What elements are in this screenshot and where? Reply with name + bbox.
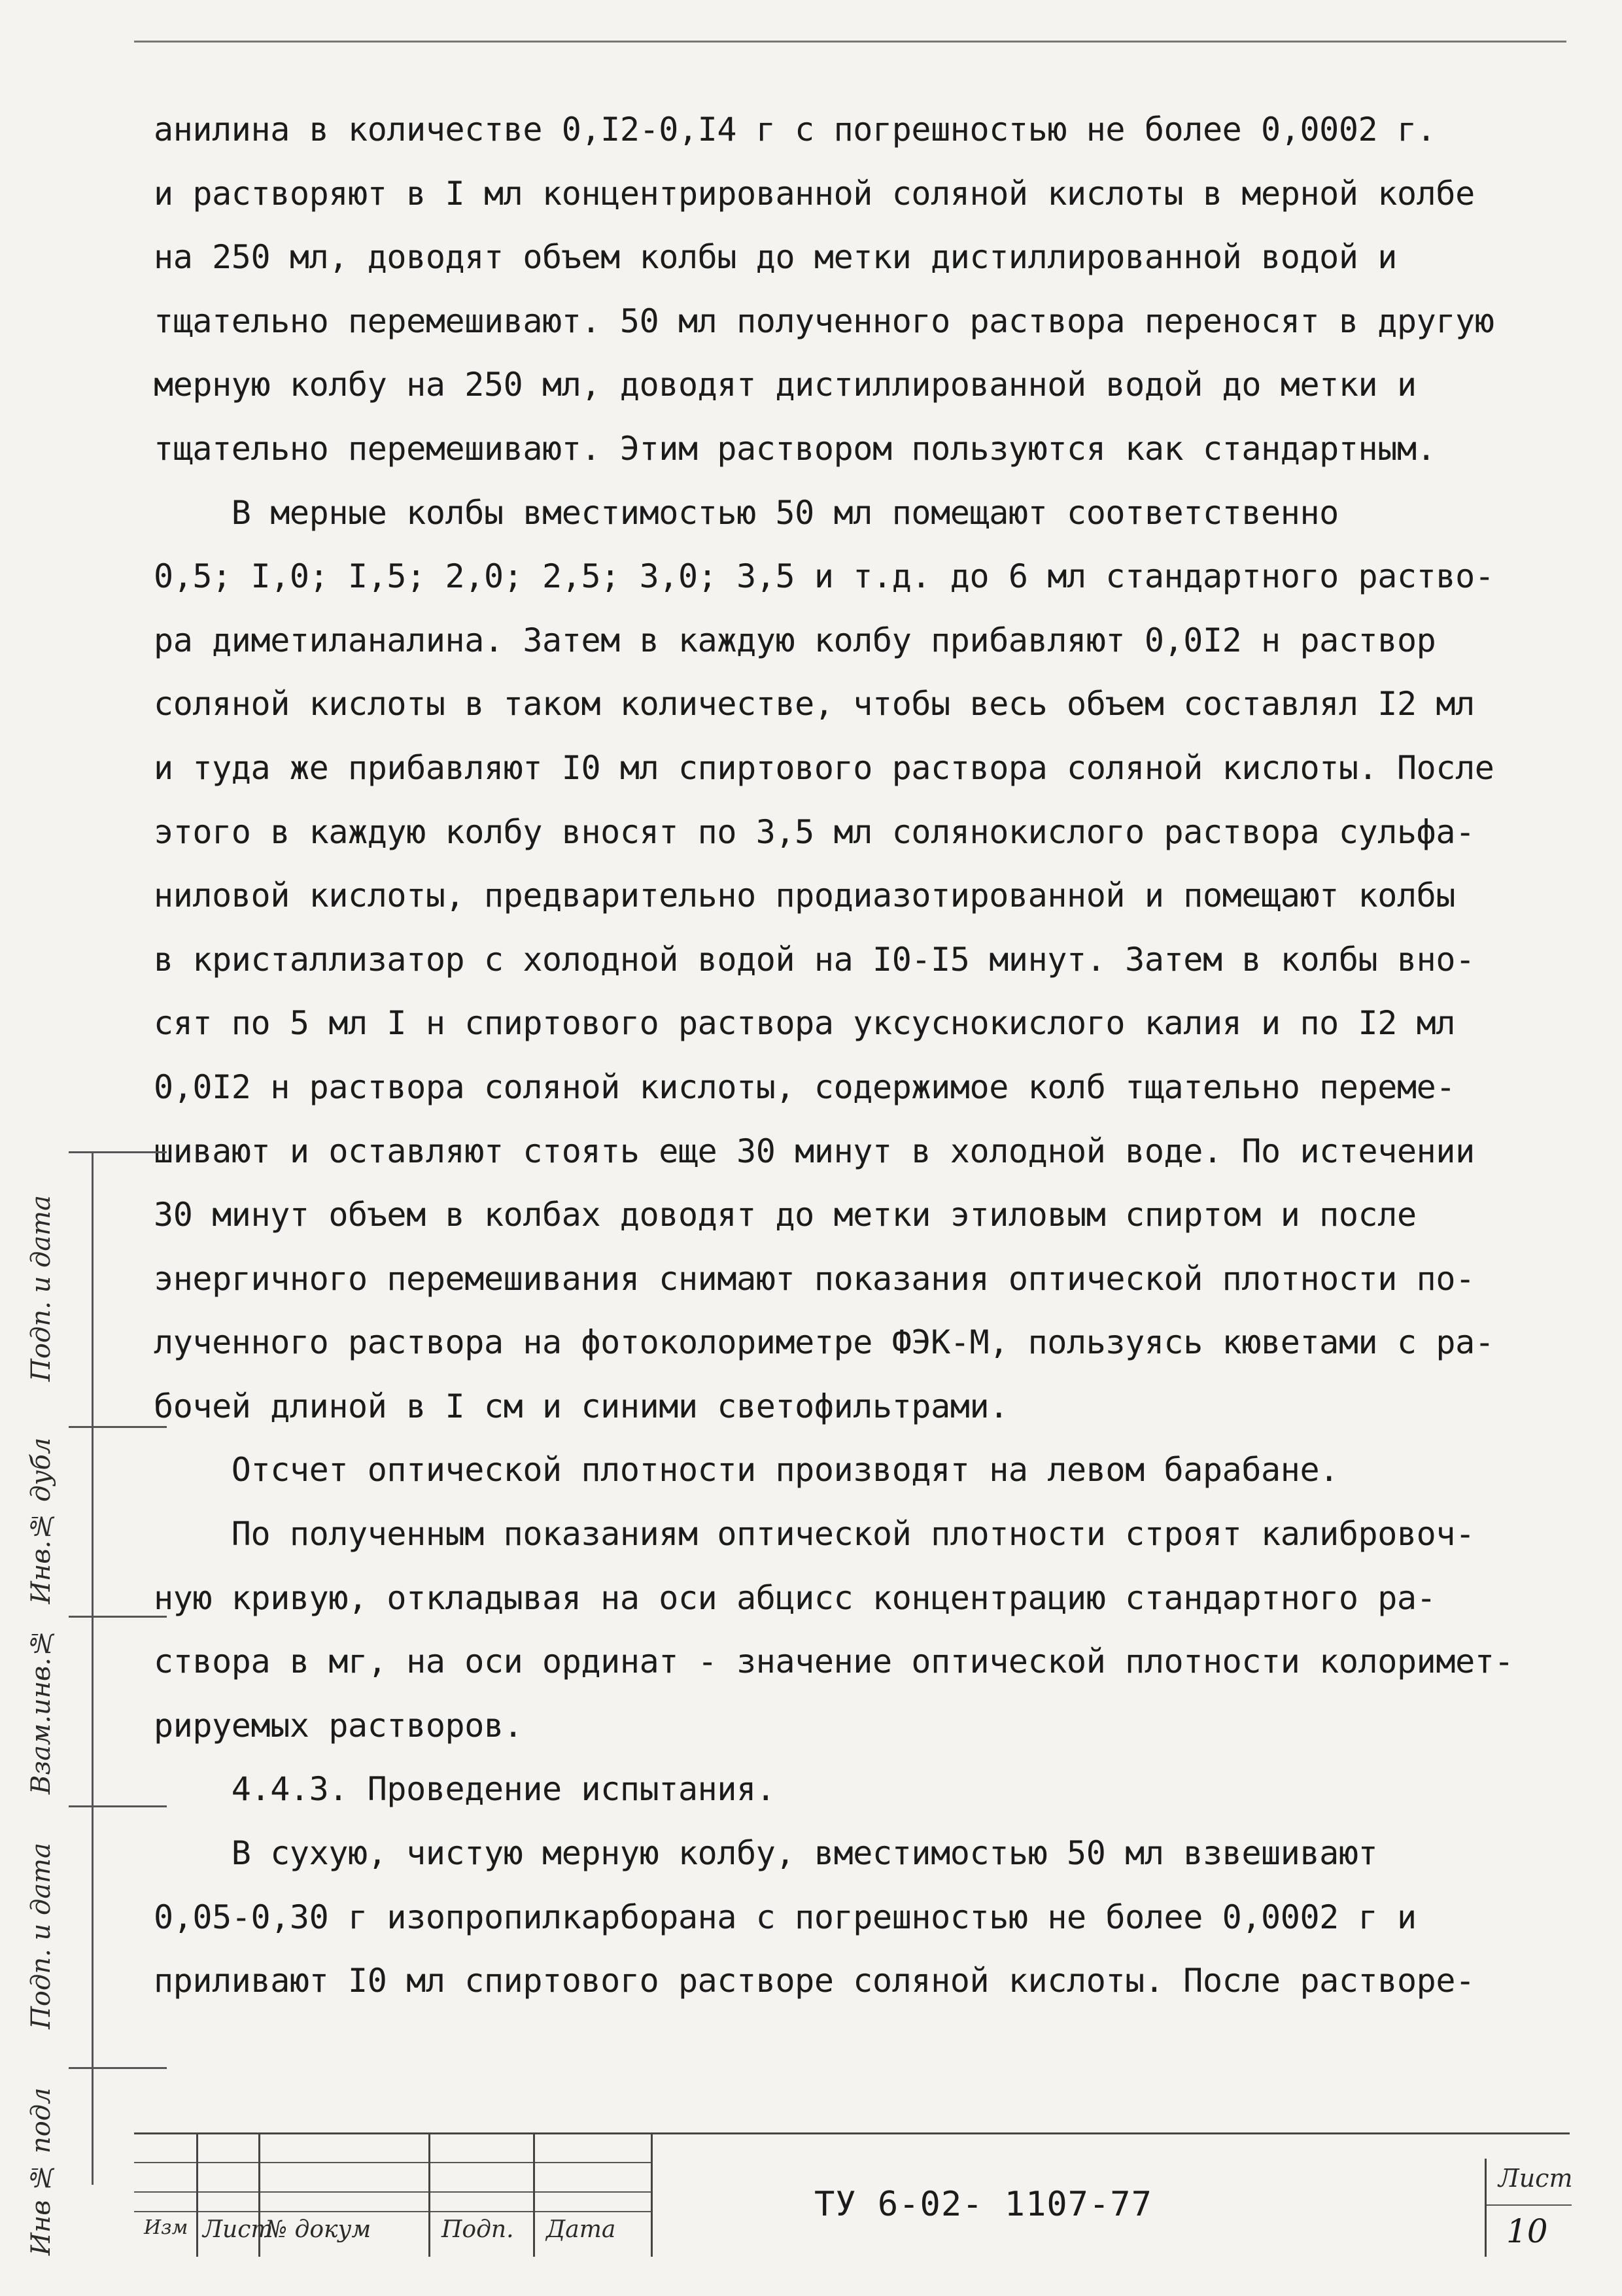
sheet-box-divider <box>1487 2204 1572 2206</box>
text-line: анилина в количестве 0,I2-0,I4 г с погрешностью не более 0,0002 г. <box>154 111 1436 148</box>
title-block-row-line <box>134 2191 651 2193</box>
title-block-label-sheet: Лист <box>203 2216 273 2243</box>
text-line: 0,5; I,0; I,5; 2,0; 2,5; 3,0; 3,5 и т.д. до 6 мл стандартного раство- <box>154 557 1494 596</box>
title-block-label-doc-number: № докум <box>265 2216 371 2243</box>
text-line: 0,05-0,30 г изопропилкарборана с погрешностью не более 0,0002 г и <box>154 1898 1417 1936</box>
text-line: 0,0I2 н раствора соляной кислоты, содержимое колб тщательно переме- <box>154 1068 1456 1106</box>
stamp-divider <box>92 1151 94 2185</box>
stamp-divider <box>69 1151 167 1153</box>
text-line: В мерные колбы вместимостью 50 мл помещают соответственно <box>154 493 1339 532</box>
text-line: соляной кислоты в таком количестве, чтобы весь объем составлял I2 мл <box>154 685 1475 723</box>
text-line: бочей длиной в I см и синими светофильтрами. <box>154 1387 1009 1425</box>
text-line: лученного раствора на фотоколориметре ФЭК-М, пользуясь кюветами с ра- <box>154 1323 1494 1362</box>
stamp-divider <box>69 1426 167 1428</box>
text-line: энергичного перемешивания снимают показания оптической плотности по- <box>154 1259 1475 1298</box>
stamp-label-signature-date: Подп. и дата <box>26 1843 56 2030</box>
title-block-row-line <box>134 2162 651 2163</box>
title-block-column-line <box>533 2132 535 2257</box>
section-heading: 4.4.3. Проведение испытания. <box>154 1770 776 1809</box>
sheet-number: 10 <box>1506 2212 1548 2250</box>
body-text <box>154 98 1566 2013</box>
text-line: створа в мг, на оси ординат - значение оптической плотности колоримет- <box>154 1643 1514 1681</box>
title-block-column-line <box>428 2132 430 2257</box>
title-block-row-line <box>134 2211 651 2212</box>
stamp-divider <box>69 1805 167 1807</box>
title-block-column-line <box>196 2132 198 2257</box>
text-line: шивают и оставляют стоять еще 30 минут в холодной воде. По истечении <box>154 1132 1475 1170</box>
sheet-label: Лист <box>1498 2164 1573 2193</box>
text-line: тщательно перемешивают. Этим раствором пользуются как стандартным. <box>154 429 1436 468</box>
binding-margin-stamp <box>26 1151 137 2296</box>
text-line: сят по 5 мл I н спиртового раствора уксуснокислого калия и по I2 мл <box>154 1004 1456 1043</box>
title-block <box>134 2132 1573 2276</box>
text-line: и растворяют в I мл концентрированной соляной кислоты в мерной колбе <box>154 174 1475 213</box>
document-code: ТУ 6-02- 1107-77 <box>814 2185 1152 2224</box>
title-block-label-change: Изм <box>144 2216 188 2239</box>
text-line: 30 минут объем в колбах доводят до метки этиловым спиртом и после <box>154 1196 1417 1234</box>
text-line: По полученным показаниям оптической плотности строят калибровоч- <box>154 1515 1475 1554</box>
text-line: этого в каждую колбу вносят по 3,5 мл солянокислого раствора сульфа- <box>154 812 1475 851</box>
text-line: тщательно перемешивают. 50 мл полученного раствора переносят в другую <box>154 302 1494 340</box>
text-line: рируемых растворов. <box>154 1706 523 1745</box>
text-line: мерную колбу на 250 мл, доводят дистиллированной водой до метки и <box>154 366 1417 404</box>
title-block-column-line <box>651 2132 653 2257</box>
text-line: в кристаллизатор с холодной водой на I0-I5 минут. Затем в колбы вно- <box>154 940 1475 979</box>
text-line: Отсчет оптической плотности производят на левом барабане. <box>154 1451 1339 1489</box>
text-line: ра диметиланалина. Затем в каждую колбу прибавляют 0,0I2 н раствор <box>154 621 1436 659</box>
top-rule <box>134 41 1566 43</box>
text-line: приливают I0 мл спиртового растворе соляной кислоты. После растворе- <box>154 1962 1475 2000</box>
stamp-label-signature-date: Подп. и дата <box>26 1195 56 1382</box>
sheet-number-box <box>1485 2159 1572 2257</box>
text-line: ную кривую, откладывая на оси абцисс концентрацию стандартного ра- <box>154 1578 1436 1617</box>
stamp-label-original-inventory: Инв № подл <box>26 2087 56 2256</box>
title-block-top-line <box>134 2132 1570 2134</box>
title-block-label-date: Дата <box>546 2216 616 2243</box>
text-line: В сухую, чистую мерную колбу, вместимостью 50 мл взвешивают <box>154 1834 1378 1873</box>
stamp-label-duplicate-inventory: Инв.№ дубл <box>26 1437 56 1605</box>
text-line: на 250 мл, доводят объем колбы до метки дистиллированной водой и <box>154 238 1397 277</box>
text-line: ниловой кислоты, предварительно продиазотированной и помещают колбы <box>154 877 1456 915</box>
stamp-divider <box>69 1616 167 1618</box>
title-block-label-signature: Подп. <box>441 2216 514 2243</box>
stamp-label-replacement-inventory: Взам.инв.№ <box>26 1627 56 1794</box>
text-line: и туда же прибавляют I0 мл спиртового раствора соляной кислоты. После <box>154 748 1494 787</box>
stamp-divider <box>69 2067 167 2069</box>
